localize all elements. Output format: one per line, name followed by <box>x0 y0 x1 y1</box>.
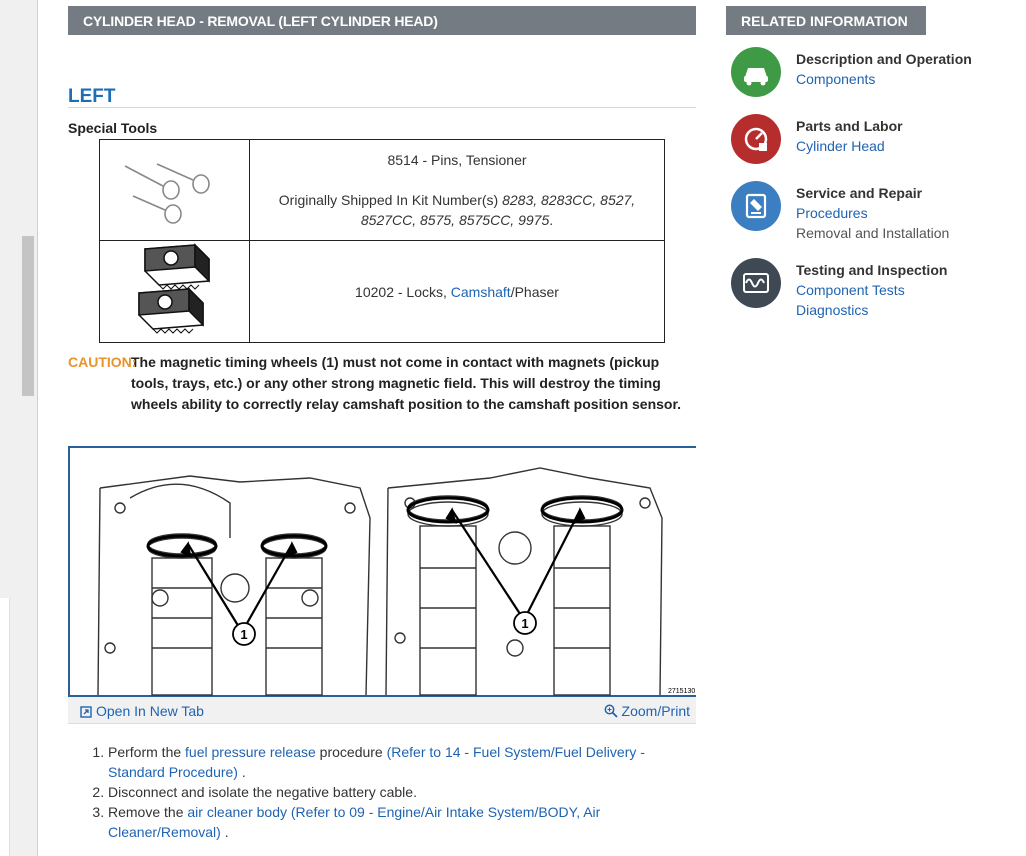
tool-image-cell <box>100 241 250 343</box>
related-item-title: Parts and Labor <box>796 118 903 134</box>
zoom-print-link[interactable] <box>604 703 690 719</box>
special-tools-label: Special Tools <box>68 120 158 136</box>
step-text: . <box>237 764 246 780</box>
open-in-new-tab-link[interactable] <box>80 703 204 719</box>
step-text: procedure <box>315 744 387 760</box>
step-text: Remove the <box>108 804 188 820</box>
figure-toolbar <box>68 697 696 724</box>
list-item <box>108 802 670 842</box>
kit-suffix: . <box>549 212 554 228</box>
air-intake-reference-link[interactable]: (Refer to 09 - Engine/Air Intake System/BODY, Air Cleaner/Removal) <box>108 804 601 840</box>
left-side-panel <box>0 598 10 856</box>
callout-1-right: 1 <box>521 616 529 631</box>
tool-image-cell <box>100 140 250 241</box>
scrollbar-thumb[interactable] <box>22 236 34 396</box>
fuel-pressure-release-link[interactable]: fuel pressure release <box>185 744 316 760</box>
tool-description <box>250 140 665 241</box>
caution-note <box>68 352 696 415</box>
tool-name: 8514 - Pins, Tensioner <box>387 152 527 168</box>
caution-text: The magnetic timing wheels (1) must not come in contact with magnets (pickup tools, trays, etc.) or any other strong magnetic field. This will destroy the timing wheels ability to correctly relay camshaft position to the camshaft position sensor. <box>131 354 682 412</box>
component-tests-link[interactable]: Component Tests <box>796 282 905 298</box>
callout-1-left: 1 <box>240 627 248 642</box>
figure-image[interactable] <box>68 446 696 697</box>
special-tools-table <box>99 139 665 343</box>
procedure-steps <box>90 742 670 842</box>
kit-prefix: Originally Shipped In Kit Number(s) <box>278 192 503 208</box>
cylinder-head-link[interactable]: Cylinder Head <box>796 138 885 154</box>
diagnostics-link[interactable]: Diagnostics <box>796 302 869 318</box>
figure-number: 2715130 <box>668 688 696 695</box>
step-text: Disconnect and isolate the negative battery cable. <box>108 784 417 800</box>
list-item <box>108 782 670 802</box>
gauge-icon <box>731 114 781 164</box>
procedures-link[interactable]: Procedures <box>796 205 868 221</box>
fuel-delivery-reference-link[interactable]: (Refer to 14 - Fuel System/Fuel Delivery - Standard Procedure) <box>108 744 645 780</box>
open-in-new-tab-label: Open In New Tab <box>96 703 204 719</box>
related-item-title: Description and Operation <box>796 51 972 67</box>
tool-name-prefix: 10202 - Locks, <box>355 283 451 300</box>
step-text: . <box>220 824 229 840</box>
tool-row <box>100 140 665 241</box>
components-link[interactable]: Components <box>796 71 876 87</box>
waveform-icon <box>731 258 781 308</box>
related-information-panel <box>726 0 972 856</box>
service-icon <box>731 181 781 231</box>
tool-row <box>100 241 665 343</box>
tool-name-suffix: /Phaser <box>510 283 559 300</box>
camshaft-link[interactable]: Camshaft <box>450 283 511 300</box>
open-new-tab-icon <box>80 706 92 718</box>
vehicle-icon <box>731 47 781 97</box>
related-information-header: RELATED INFORMATION <box>726 6 926 35</box>
article-title: CYLINDER HEAD - REMOVAL (LEFT CYLINDER HEAD) <box>68 6 696 35</box>
zoom-icon <box>604 704 618 718</box>
zoom-print-label: Zoom/Print <box>621 703 690 719</box>
camshaft-locks-image <box>125 241 225 339</box>
camshaft-timing-wheels-illustration <box>70 448 696 695</box>
related-item-title: Service and Repair <box>796 185 923 201</box>
related-item-title: Testing and Inspection <box>796 262 948 278</box>
step-text: Perform the <box>108 744 186 760</box>
kit-numbers: 8283, 8283CC, 8527, 8527CC, 8575, 8575CC, 9975 <box>360 192 636 228</box>
related-item-subtext: Removal and Installation <box>796 225 950 241</box>
tool-description <box>250 241 665 343</box>
section-heading: LEFT <box>68 86 696 108</box>
air-cleaner-body-link[interactable]: air cleaner body <box>187 804 287 820</box>
tensioner-pins-image <box>115 144 235 234</box>
list-item <box>108 742 670 782</box>
caution-label: CAUTION: <box>68 354 137 370</box>
